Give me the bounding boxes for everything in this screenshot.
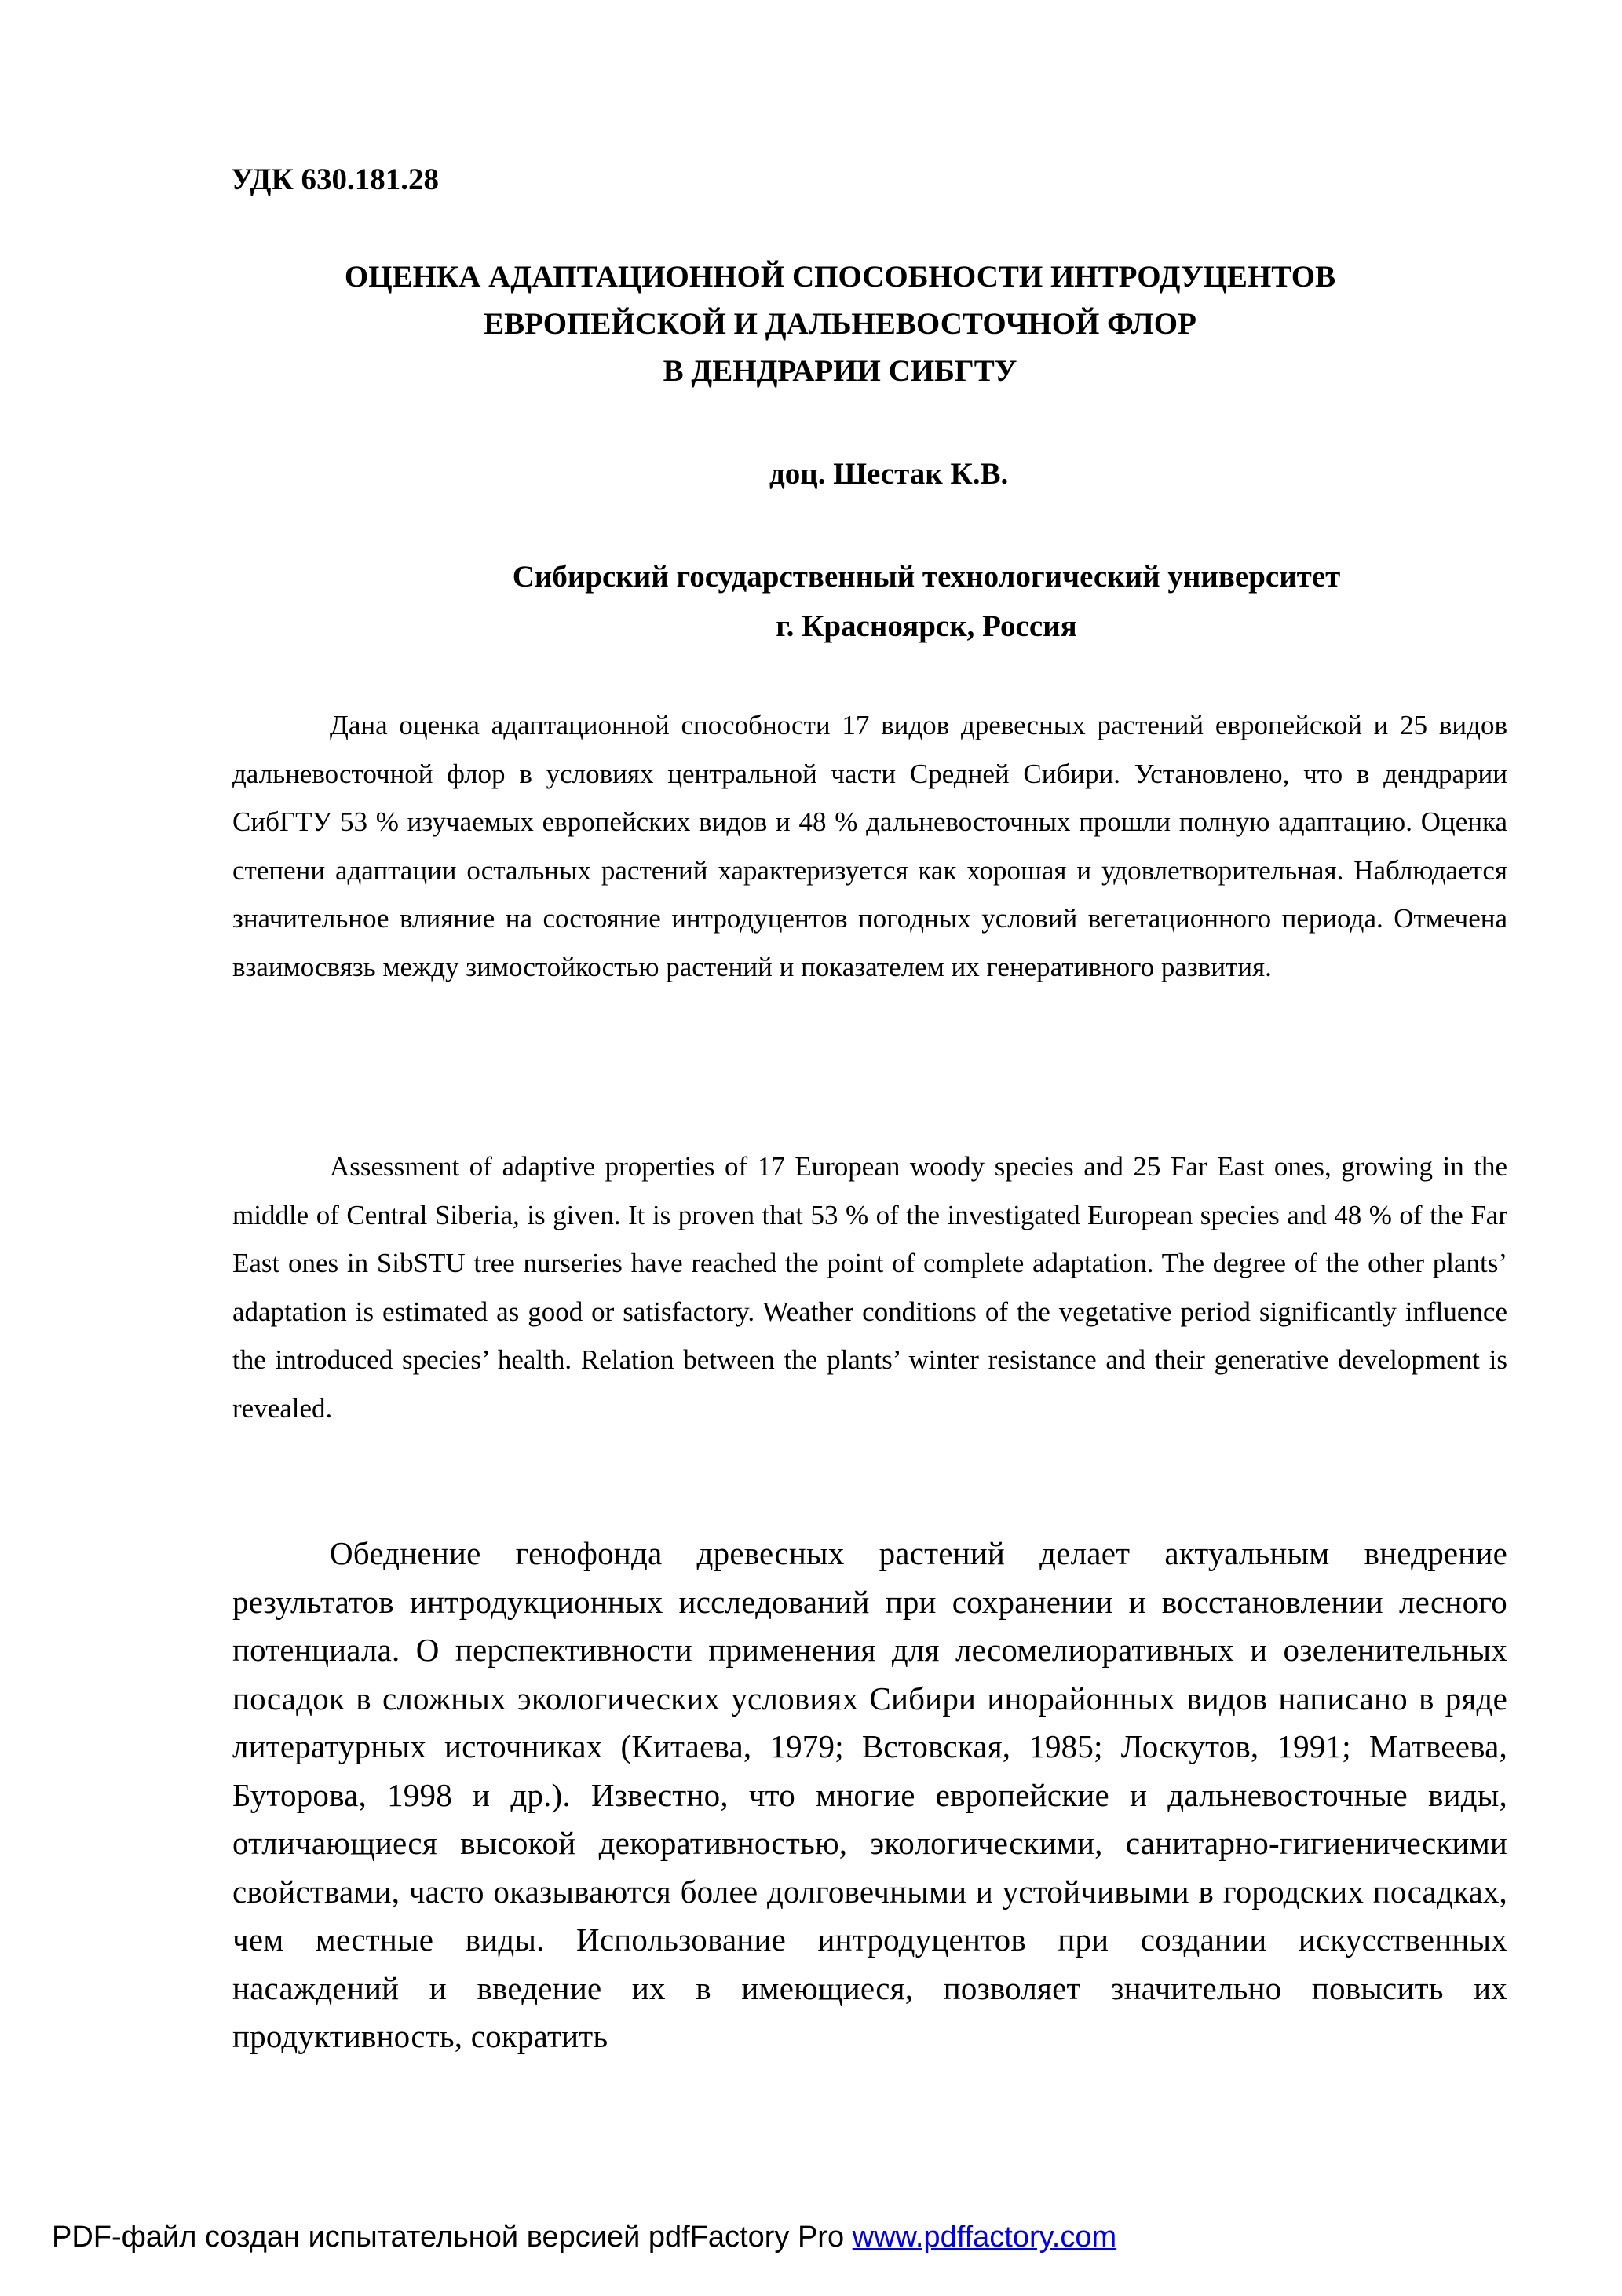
footer-text: PDF-файл создан испытательной версией pdfFactory Pro: [52, 2221, 853, 2254]
affiliation: [330, 552, 1523, 651]
footer-link[interactable]: www.pdffactory.com: [852, 2221, 1117, 2254]
title-line-1: ОЦЕНКА АДАПТАЦИОННОЙ СПОСОБНОСТИ ИНТРОДУЦЕНТОВ: [344, 260, 1336, 294]
title-line-3: В ДЕНДРАРИИ СИБГТУ: [663, 354, 1017, 388]
pdf-footer: [52, 2218, 1116, 2256]
udk-code: УДК 630.181.28: [231, 163, 440, 196]
body-paragraph: Обеднение генофонда древесных растений делает актуальным внедрение результатов интродукционных исследований при сохранении и восстановлении лесного потенциала. О перспективности применения для лесомелиоративных и озеленительных посадок в сложных экологических условиях Сибири инорайонных видов написано в ряде литературных источниках (Китаева, 1979; Встовская, 1985; Лоскутов, 1991; Матвеева, Буторова, 1998 и др.). Известно, что многие европейские и дальневосточные виды, отличающиеся высокой декоративностью, экологическими, санитарно-гигиеническими свойствами, часто оказываются более долговечными и устойчивыми в городских посадках, чем местные виды. Использование интродуцентов при создании искусственных насаждений и введение их в имеющиеся, позволяет значительно повысить их продуктивность, сократить: [232, 1535, 1507, 2054]
abstract-russian: Дана оценка адаптационной способности 17 видов древесных растений европейской и 25 видов дальневосточной флор в условиях центральной части Средней Сибири. Установлено, что в дендрарии СибГТУ 53 % изучаемых европейских видов и 48 % дальневосточных прошли полную адаптацию. Оценка степени адаптации остальных растений характеризуется как хорошая и удовлетворительная. Наблюдается значительное влияние на состояние интродуцентов погодных условий вегетационного периода. Отмечена взаимосвязь между зимостойкостью растений и показателем их генеративного развития.: [232, 710, 1507, 982]
author: доц. Шестак К.В.: [769, 457, 1009, 491]
affiliation-line-1: Сибирский государственный технологический университет: [512, 560, 1341, 594]
abstract-english: Assessment of adaptive properties of 17 European woody species and 25 Far East ones, growing in the middle of Central Siberia, is given. It is proven that 53 % of the investigated European species and 48 % of the Far East ones in SibSTU tree nurseries have reached the point of complete adaptation. The degree of the other plants’ adaptation is estimated as good or satisfactory. Weather conditions of the vegetative period significantly influence the introduced species’ health. Relation between the plants’ winter resistance and their generative development is revealed.: [232, 1151, 1507, 1424]
affiliation-line-2: г. Красноярск, Россия: [776, 609, 1077, 643]
title-line-2: ЕВРОПЕЙСКОЙ И ДАЛЬНЕВОСТОЧНОЙ ФЛОР: [484, 307, 1196, 341]
paper-title: [157, 254, 1523, 395]
